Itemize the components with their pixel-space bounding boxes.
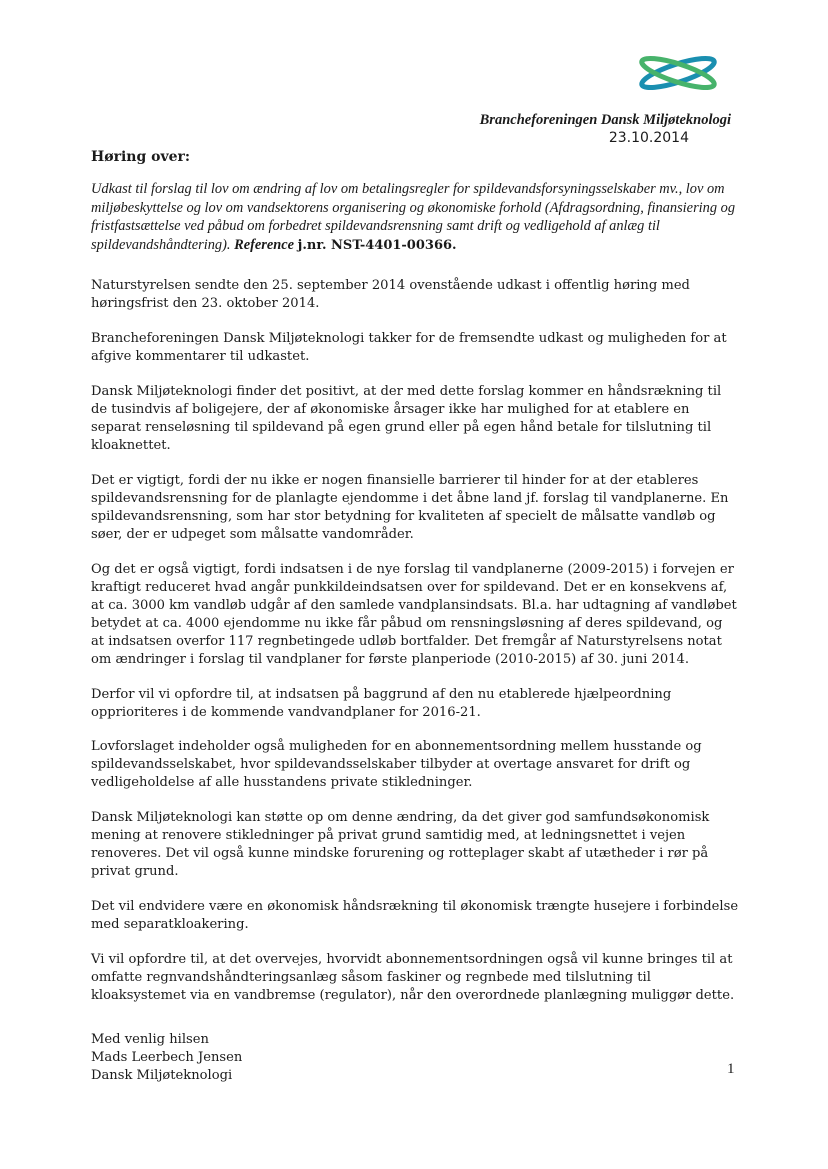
signoff: [91, 1031, 739, 1086]
paragraph-10: Vi vil opfordre til, at det overvejes, hvorvidt abonnementsordningen også vil kunne bringes til at omfatte regnvandshåndteringsanlæg såsom faskiner og regnbede med tilslutning til kloaksystemet via en vandbremse (regulator), når den overordnede planlægning muliggør dette.: [91, 951, 735, 1003]
signoff-greeting: Med venlig hilsen: [91, 1031, 209, 1047]
sender-organization: Brancheforeningen Dansk Miljøteknologi: [479, 112, 731, 128]
page-number: 1: [727, 1061, 735, 1077]
paragraph-8: Dansk Miljøteknologi kan støtte op om denne ændring, da det giver god samfundsøkonomisk mening at renovere stikledninger på privat grund samtidig med, at ledningsnettet i vejen renoveres. Det vil også kunne mindske forurening og rotteplager skabt af utætheder i rør på privat grund.: [91, 810, 710, 880]
reference-label: Reference: [234, 236, 295, 253]
paragraph-2: Brancheforeningen Dansk Miljøteknologi takker for de fremsendte udkast og muligheden for at afgive kommentarer til udkastet.: [91, 331, 727, 365]
paragraph-3: Dansk Miljøteknologi finder det positivt, at der med dette forslag kommer en håndsrækning til de tusindvis af boligejere, der af økonomiske årsager ikke har mulighed for at etablere en separat renseløsning til spildevand på egen grund eller på egen hånd betale for tilslutning til kloaknettet.: [91, 383, 722, 454]
paragraph-9: Det vil endvidere være en økonomisk håndsrækning til økonomisk trængte husejere i forbindelse med separatkloakering.: [91, 898, 739, 932]
signoff-organization: Dansk Miljøteknologi: [91, 1068, 233, 1084]
subject-text: Udkast til forslag til lov om ændring af lov om betalingsregler for spildevandsforsyningsselskaber mv., lov om miljøbeskyttelse og lov om vandsektorens organisering og økonomiske forhold (Afdragsordning, finansiering og fristfastsættelse ved påbud om forbedret spildevandsrensning samt drift og vedligehold af anlæg til spildevandshåndtering).: [91, 181, 736, 253]
paragraph-6: Derfor vil vi opfordre til, at indsatsen på baggrund af den nu etablerede hjælpeordning opprioriteres i de kommende vandvandplaner for 2016-21.: [91, 686, 672, 720]
paragraph-4: Det er vigtigt, fordi der nu ikke er nogen finansielle barrierer til hinder for at der etableres spildevandsrensning for de planlagte ejendomme i det åbne land jf. forslag til vandplanerne. En spildevandsrensning, som har stor betydning for kvaliteten af specielt de målsatte vandløb og søer, der er udpeget som målsatte vandområder.: [91, 472, 729, 542]
letter-date: 23.10.2014: [608, 130, 689, 146]
dansk-miljoteknologi-logo-icon: [636, 52, 720, 94]
document-heading: Høring over:: [91, 149, 191, 165]
paragraph-1: Naturstyrelsen sendte den 25. september 2014 ovenstående udkast i offentlig høring med høringsfrist den 23. oktober 2014.: [91, 278, 690, 312]
paragraph-5: Og det er også vigtigt, fordi indsatsen i de nye forslag til vandplanerne (2009-2015) i forvejen er kraftigt reduceret hvad angår punkkildeindsatsen over for spildevand. Det er en konsekvens af, at ca. 3000 km vandløb udgår af den samlede vandplansindsats. Bl.a. har udtagning af vandløbet betydet at ca. 4000 ejendomme nu ikke får påbud om rensningsløsning af deres spildevand, og at indsatsen overfor 117 regnbetingede udløb bortfalder. Det fremgår af Naturstyrelsens notat om ændringer i forslag til vandplaner for første planperiode (2010-2015) af 30. juni 2014.: [91, 561, 737, 667]
paragraph-7: Lovforslaget indeholder også muligheden for en abonnementsordning mellem husstande og spildevandsselskabet, hvor spildevandsselskaber tilbyder at overtage ansvaret for drift og vedligeholdelse af alle husstandens private stikledninger.: [91, 739, 702, 791]
letter-body: [91, 180, 739, 1085]
consultation-subject: [91, 180, 739, 255]
reference-number: j.nr. NST-4401-00366.: [297, 237, 457, 253]
signoff-name: Mads Leerbech Jensen: [91, 1050, 243, 1066]
